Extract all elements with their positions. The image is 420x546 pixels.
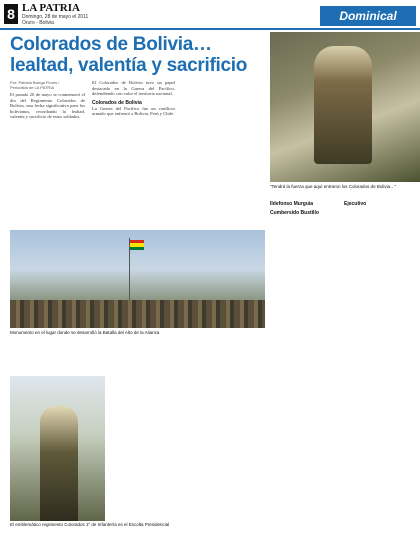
headline: Colorados de Bolivia… lealtad, valentía y sacrificio <box>10 34 248 76</box>
section-label: Dominical <box>320 6 416 26</box>
masthead <box>0 0 420 30</box>
subhead-2: Ildefonso Murguía <box>270 201 314 207</box>
article-column-2 <box>92 80 175 228</box>
photo-portrait <box>270 32 420 182</box>
bolivia-flag-icon <box>130 240 144 250</box>
paper-name: LA PATRIA <box>22 2 80 14</box>
article-column-6 <box>112 350 187 520</box>
masthead-rule <box>0 28 420 30</box>
paragraph-1: El pasado 20 de mayo se conmemoró el día del Regimiento Colorados de Bolivia, una fecha significativa para los bolivianos, recordando la lealtad, valentía y sacrificio de estos soldados. <box>10 92 85 120</box>
photo-monument <box>10 230 265 328</box>
date: Domingo, 28 de mayo el 2011 <box>22 14 89 20</box>
article-column-5 <box>344 198 414 518</box>
city: Oruro - Bolivia <box>22 20 54 26</box>
paragraph-2: El Colorados de Bolivia tuvo un papel destacado en la Guerra del Pacífico, defendiendo con valor el territorio nacional. <box>92 80 175 97</box>
dateline <box>22 14 88 26</box>
subhead-3: Cumbersido Bustillo <box>270 210 319 216</box>
article-column-7 <box>192 350 265 520</box>
subhead-1: Colorados de Bolivia <box>92 99 142 106</box>
photo-soldier <box>10 376 105 521</box>
article-column-1 <box>10 92 85 227</box>
article-column-4 <box>270 198 338 518</box>
paragraph-3: La Guerra del Pacífico fue un conflicto armado que enfrentó a Bolivia, Perú y Chile. <box>92 105 175 117</box>
soldier-figure <box>40 406 78 521</box>
portrait-figure <box>314 46 372 164</box>
crowd <box>10 300 265 328</box>
caption-portrait: “Tendrá la fuerza que aquí entraron los Colorados de Bolivia…” <box>270 184 397 189</box>
byline: Por: Patricia Barrga Flores / Periodista de LA PATRIA <box>10 80 60 90</box>
subhead-4: Ejecutivo <box>344 201 367 207</box>
caption-monument: Monumento en el lugar donde se desarrolló la Batalla del Alto de la Alianza <box>10 330 160 335</box>
caption-soldier: El emblemático regimiento Colorados 1º de Infantería es el Escolta Presidencial <box>10 522 170 527</box>
article-column-3 <box>182 80 265 228</box>
page-number: 8 <box>4 4 18 24</box>
